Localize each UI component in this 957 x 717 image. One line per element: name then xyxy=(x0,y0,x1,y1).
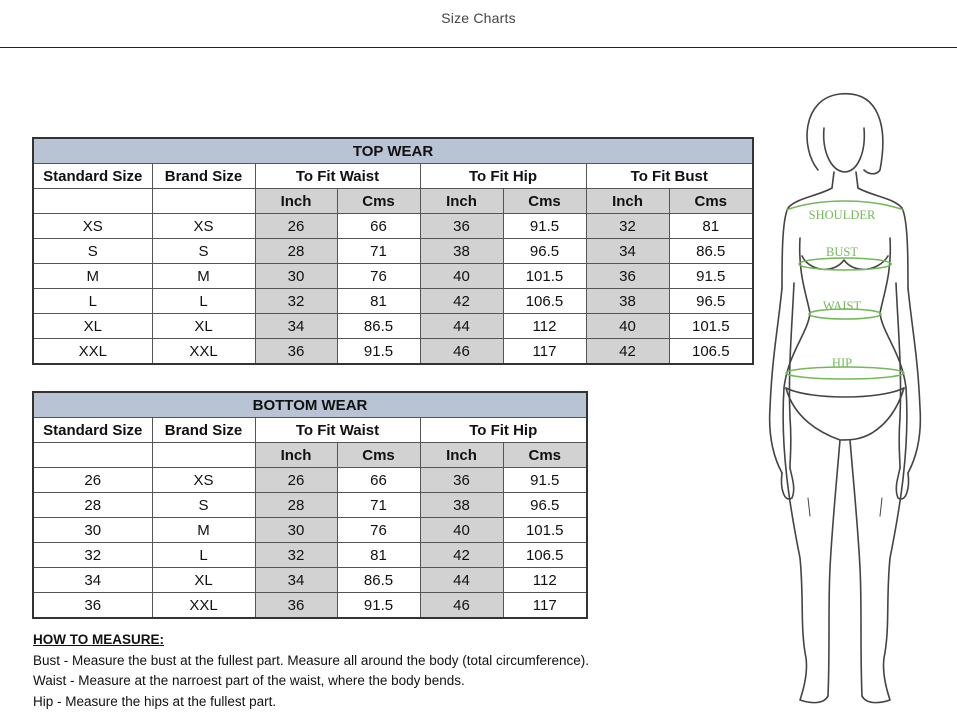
body-outline xyxy=(770,94,921,703)
brand-size-cell: XXL xyxy=(152,339,255,365)
standard-size-cell: 36 xyxy=(33,593,152,619)
bust-cms-cell: 96.5 xyxy=(669,289,753,314)
hip-inch-cell: 46 xyxy=(420,593,503,619)
shoulder-label: SHOULDER xyxy=(808,208,876,222)
standard-size-cell: L xyxy=(33,289,152,314)
hip-cms-cell: 101.5 xyxy=(503,264,586,289)
bust-instruction: Bust - Measure the bust at the fullest part. Measure all around the body (total circumference). xyxy=(33,652,590,668)
table-row xyxy=(33,289,753,314)
waist-cms-cell: 81 xyxy=(337,543,420,568)
header-standard-size: Standard Size xyxy=(33,164,152,189)
standard-size-cell: S xyxy=(33,239,152,264)
bottom-wear-table xyxy=(32,391,588,619)
standard-size-cell: 26 xyxy=(33,468,152,493)
unit-cms: Cms xyxy=(503,443,587,468)
hip-instruction: Hip - Measure the hips at the fullest part. xyxy=(33,693,277,709)
bust-inch-cell: 32 xyxy=(586,214,669,239)
hip-inch-cell: 40 xyxy=(420,518,503,543)
hip-cms-cell: 117 xyxy=(503,339,586,365)
hip-inch-cell: 46 xyxy=(420,339,503,365)
waist-inch-cell: 28 xyxy=(255,239,337,264)
waist-cms-cell: 71 xyxy=(337,239,420,264)
waist-inch-cell: 36 xyxy=(255,593,337,619)
waist-cms-cell: 86.5 xyxy=(337,314,420,339)
page-title: Size Charts xyxy=(441,10,516,26)
unit-cms: Cms xyxy=(337,443,420,468)
unit-cms: Cms xyxy=(337,189,420,214)
header-fit-hip: To Fit Hip xyxy=(420,418,587,443)
hip-inch-cell: 44 xyxy=(420,314,503,339)
bust-cms-cell: 101.5 xyxy=(669,314,753,339)
bust-cms-cell: 106.5 xyxy=(669,339,753,365)
table-row xyxy=(33,239,753,264)
waist-cms-cell: 86.5 xyxy=(337,568,420,593)
waist-inch-cell: 36 xyxy=(255,339,337,365)
waist-inch-cell: 32 xyxy=(255,543,337,568)
bust-cms-cell: 91.5 xyxy=(669,264,753,289)
hip-inch-cell: 42 xyxy=(420,543,503,568)
bust-cms-cell: 81 xyxy=(669,214,753,239)
header-fit-bust: To Fit Bust xyxy=(586,164,753,189)
bust-cms-cell: 86.5 xyxy=(669,239,753,264)
how-to-measure-title: HOW TO MEASURE: xyxy=(33,632,164,647)
bust-inch-cell: 38 xyxy=(586,289,669,314)
brand-size-cell: S xyxy=(152,493,255,518)
hip-cms-cell: 96.5 xyxy=(503,239,586,264)
bust-inch-cell: 36 xyxy=(586,264,669,289)
header-standard-size: Standard Size xyxy=(33,418,152,443)
blank-cell xyxy=(152,189,255,214)
hip-cms-cell: 96.5 xyxy=(503,493,587,518)
waist-cms-cell: 76 xyxy=(337,518,420,543)
hip-cms-cell: 112 xyxy=(503,314,586,339)
standard-size-cell: M xyxy=(33,264,152,289)
brand-size-cell: L xyxy=(152,543,255,568)
hair-outline xyxy=(807,94,883,174)
header-brand-size: Brand Size xyxy=(152,164,255,189)
table-row xyxy=(33,543,587,568)
face-outline xyxy=(824,128,865,172)
brand-size-cell: XS xyxy=(152,214,255,239)
waist-instruction: Waist - Measure at the narroest part of the waist, where the body bends. xyxy=(33,673,465,688)
bottom-wear-title: BOTTOM WEAR xyxy=(33,392,587,418)
table-row xyxy=(33,339,753,365)
hip-inch-cell: 38 xyxy=(420,493,503,518)
top-wear-table xyxy=(32,137,754,365)
measurement-lines xyxy=(786,201,904,379)
page-header xyxy=(0,0,957,48)
standard-size-cell: 34 xyxy=(33,568,152,593)
hip-cms-cell: 117 xyxy=(503,593,587,619)
bust-inch-cell: 42 xyxy=(586,339,669,365)
waist-cms-cell: 71 xyxy=(337,493,420,518)
hip-inch-cell: 42 xyxy=(420,289,503,314)
waist-cms-cell: 81 xyxy=(337,289,420,314)
hip-cms-cell: 106.5 xyxy=(503,543,587,568)
waist-cms-cell: 66 xyxy=(337,468,420,493)
header-fit-waist: To Fit Waist xyxy=(255,418,420,443)
header-fit-hip: To Fit Hip xyxy=(420,164,586,189)
waist-cms-cell: 91.5 xyxy=(337,339,420,365)
waist-inch-cell: 34 xyxy=(255,314,337,339)
blank-cell xyxy=(152,443,255,468)
waist-cms-cell: 91.5 xyxy=(337,593,420,619)
unit-inch: Inch xyxy=(255,443,337,468)
waist-inch-cell: 30 xyxy=(255,264,337,289)
brand-size-cell: XXL xyxy=(152,593,255,619)
standard-size-cell: XL xyxy=(33,314,152,339)
standard-size-cell: 30 xyxy=(33,518,152,543)
header-brand-size: Brand Size xyxy=(152,418,255,443)
how-to-measure xyxy=(33,630,733,712)
unit-cms: Cms xyxy=(503,189,586,214)
blank-cell xyxy=(33,189,152,214)
hip-inch-cell: 44 xyxy=(420,568,503,593)
waist-inch-cell: 34 xyxy=(255,568,337,593)
hip-inch-cell: 38 xyxy=(420,239,503,264)
brand-size-cell: L xyxy=(152,289,255,314)
waist-inch-cell: 28 xyxy=(255,493,337,518)
waist-inch-cell: 30 xyxy=(255,518,337,543)
unit-inch: Inch xyxy=(586,189,669,214)
table-row xyxy=(33,593,587,619)
standard-size-cell: XS xyxy=(33,214,152,239)
hip-label: HIP xyxy=(831,356,853,370)
hip-inch-cell: 36 xyxy=(420,468,503,493)
blank-cell xyxy=(33,443,152,468)
hip-inch-cell: 40 xyxy=(420,264,503,289)
bust-line xyxy=(799,258,891,270)
brand-size-cell: XL xyxy=(152,314,255,339)
table-row xyxy=(33,214,753,239)
brand-size-cell: M xyxy=(152,518,255,543)
hip-cms-cell: 91.5 xyxy=(503,214,586,239)
brand-size-cell: XS xyxy=(152,468,255,493)
bust-label: BUST xyxy=(826,245,858,259)
table-row xyxy=(33,493,587,518)
unit-cms: Cms xyxy=(669,189,753,214)
header-fit-waist: To Fit Waist xyxy=(255,164,420,189)
table-row xyxy=(33,314,753,339)
unit-inch: Inch xyxy=(255,189,337,214)
waist-inch-cell: 26 xyxy=(255,214,337,239)
unit-inch: Inch xyxy=(420,443,503,468)
brand-size-cell: M xyxy=(152,264,255,289)
standard-size-cell: 32 xyxy=(33,543,152,568)
hip-cms-cell: 101.5 xyxy=(503,518,587,543)
standard-size-cell: XXL xyxy=(33,339,152,365)
waist-label: WAIST xyxy=(822,299,862,313)
brand-size-cell: S xyxy=(152,239,255,264)
table-row xyxy=(33,468,587,493)
bust-inch-cell: 34 xyxy=(586,239,669,264)
hip-cms-cell: 106.5 xyxy=(503,289,586,314)
hip-cms-cell: 112 xyxy=(503,568,587,593)
table-row xyxy=(33,568,587,593)
waist-cms-cell: 76 xyxy=(337,264,420,289)
table-row xyxy=(33,264,753,289)
bust-inch-cell: 40 xyxy=(586,314,669,339)
brand-size-cell: XL xyxy=(152,568,255,593)
waist-inch-cell: 32 xyxy=(255,289,337,314)
body-measurement-figure xyxy=(760,88,950,713)
waist-inch-cell: 26 xyxy=(255,468,337,493)
standard-size-cell: 28 xyxy=(33,493,152,518)
waist-cms-cell: 66 xyxy=(337,214,420,239)
unit-inch: Inch xyxy=(420,189,503,214)
hip-inch-cell: 36 xyxy=(420,214,503,239)
hip-cms-cell: 91.5 xyxy=(503,468,587,493)
top-wear-title: TOP WEAR xyxy=(33,138,753,164)
table-row xyxy=(33,518,587,543)
